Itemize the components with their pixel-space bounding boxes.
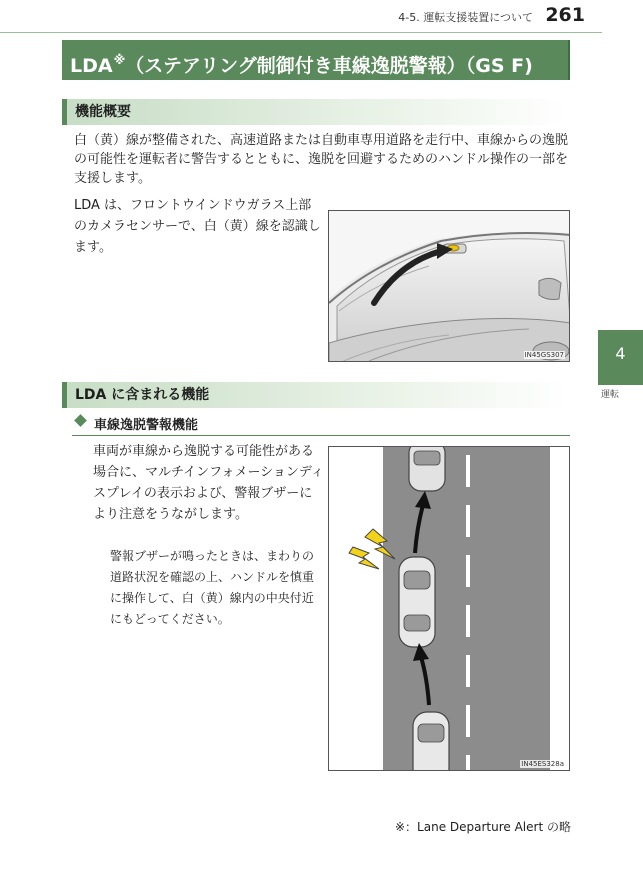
chapter-number: 4 <box>615 344 626 363</box>
running-head <box>0 0 643 34</box>
chapter-tab[interactable] <box>598 330 643 385</box>
title-footnote-mark: ※ <box>113 53 126 67</box>
car-top <box>409 447 445 491</box>
lane-departure-description: 車両が車線から逸脱する可能性がある場合に、マルチインフォメーションディスプレイの表示および、警報ブザーにより注意をうながします。 <box>93 444 324 522</box>
car-middle <box>399 557 435 647</box>
title-rest: （ステアリング制御付き車線逸脱警報）（GS F) <box>125 55 533 77</box>
footnote: ※：Lane Departure Alert の略 <box>395 820 571 834</box>
sub-heading-label: 車線逸脱警報機能 <box>94 418 199 433</box>
page-number: 261 <box>545 4 585 26</box>
windshield-camera-figure <box>328 210 570 362</box>
buzzer-note: 警報ブザーが鳴ったときは、まわりの道路状況を確認の上、ハンドルを慎重に操作して、白（黄）線内の中央付近にもどってください。 <box>110 549 315 626</box>
camera-sensor-paragraph: LDA は、フロントウインドウガラス上部のカメラセンサーで、白（黄）線を認識します。 <box>74 198 321 255</box>
section-heading-features: LDA に含まれる機能 <box>62 382 570 408</box>
figure-code: IN45GS307 <box>524 351 564 359</box>
car-interior-illustration <box>329 211 570 362</box>
page-title <box>62 40 570 80</box>
car-bottom <box>413 712 449 771</box>
sub-heading-lane-departure-warning <box>72 413 570 436</box>
section-heading-overview: 機能概要 <box>62 99 570 125</box>
section-reference: 4-5. 運転支援装置について <box>398 11 533 24</box>
chapter-label: 運転 <box>600 390 619 400</box>
figure-code: IN45ES328a <box>521 760 564 768</box>
diamond-bullet-icon <box>74 414 87 427</box>
overview-paragraph: 白（黄）線が整備された、高速道路または自動車専用道路を走行中、車線からの逸脱の可能性を運転者に警告するとともに、逸脱を回避するためのハンドル操作の一部を支援します。 <box>74 133 569 186</box>
road-illustration <box>329 447 570 771</box>
header-divider <box>0 32 602 33</box>
lane-departure-figure <box>328 446 570 771</box>
title-main: LDA <box>70 55 113 77</box>
